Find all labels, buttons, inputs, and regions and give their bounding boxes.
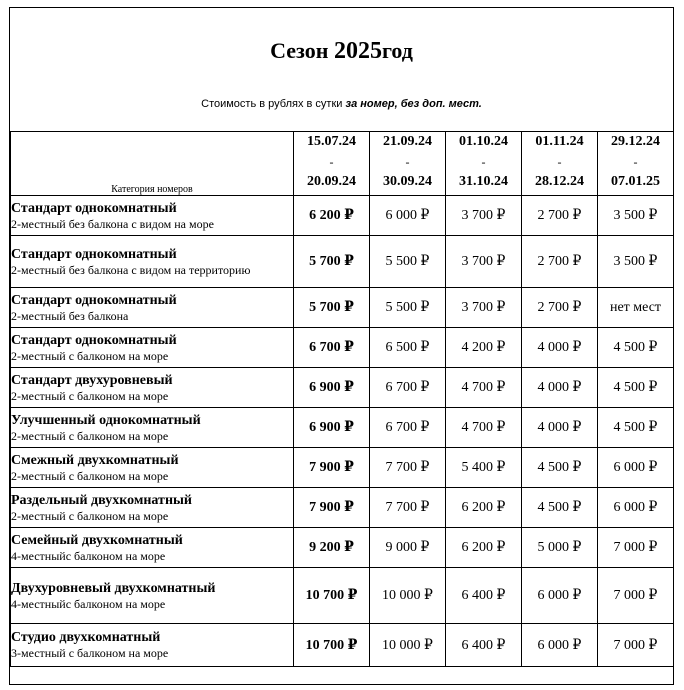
price-cell: 9 000 ₽ <box>370 528 446 568</box>
title-suffix: год <box>381 38 413 63</box>
room-name: Раздельный двухкомнатный <box>11 492 193 508</box>
price-cell: 10 700 ₽ <box>294 568 370 624</box>
room-name: Семейный двухкомнатный <box>11 532 183 548</box>
price-cell: 4 000 ₽ <box>522 408 598 448</box>
title-year: 2025 <box>333 38 382 64</box>
price-sheet <box>9 7 674 685</box>
period-from: 21.09.24 <box>383 134 432 149</box>
price-cell: 6 900 ₽ <box>294 368 370 408</box>
price-cell: 7 000 ₽ <box>598 624 674 667</box>
price-cell: 4 200 ₽ <box>446 328 522 368</box>
table-row <box>11 328 674 368</box>
room-description: 2-местный с балконом на море <box>11 508 169 523</box>
room-description: 3-местный с балконом на море <box>11 646 169 660</box>
period-to: 07.01.25 <box>611 174 660 189</box>
period-to: 31.10.24 <box>459 174 508 189</box>
room-description: 2-местный с балконом на море <box>11 348 169 363</box>
price-cell: 4 000 ₽ <box>522 368 598 408</box>
price-cell: 7 900 ₽ <box>294 488 370 528</box>
price-cell: 4 500 ₽ <box>598 328 674 368</box>
room-name: Студио двухкомнатный <box>11 630 161 645</box>
price-cell: 3 700 ₽ <box>446 288 522 328</box>
period-from: 15.07.24 <box>307 134 356 149</box>
price-cell: 10 700 ₽ <box>294 624 370 667</box>
room-category <box>11 528 294 568</box>
room-description: 2-местный без балкона <box>11 308 129 323</box>
price-cell: 5 700 ₽ <box>294 236 370 288</box>
price-cell: 4 500 ₽ <box>522 488 598 528</box>
price-cell: 4 700 ₽ <box>446 368 522 408</box>
period-from: 29.12.24 <box>611 134 660 149</box>
header-row <box>11 132 674 196</box>
room-category <box>11 288 294 328</box>
price-cell: 10 000 ₽ <box>370 624 446 667</box>
price-cell: 5 500 ₽ <box>370 288 446 328</box>
header-category-label: Категория номеров <box>11 132 294 196</box>
price-cell: 6 400 ₽ <box>446 624 522 667</box>
room-description: 2-местный без балкона с видом на море <box>11 216 214 231</box>
period-from: 01.11.24 <box>535 134 584 149</box>
price-cell: 6 200 ₽ <box>446 488 522 528</box>
period-separator: - <box>405 155 410 169</box>
price-cell: 6 500 ₽ <box>370 328 446 368</box>
period-to: 20.09.24 <box>307 174 356 189</box>
table-row <box>11 236 674 288</box>
room-description: 2-местный без балкона с видом на территорию <box>11 262 251 277</box>
price-cell: 4 500 ₽ <box>522 448 598 488</box>
room-name: Смежный двухкомнатный <box>11 452 179 468</box>
price-cell: 5 700 ₽ <box>294 288 370 328</box>
table-row <box>11 568 674 624</box>
room-category <box>11 196 294 236</box>
price-cell: 6 000 ₽ <box>522 624 598 667</box>
period-separator: - <box>633 155 638 169</box>
price-cell: 3 700 ₽ <box>446 236 522 288</box>
room-category <box>11 408 294 448</box>
price-cell: 5 400 ₽ <box>446 448 522 488</box>
room-description: 2-местный с балконом на море <box>11 388 169 403</box>
price-cell: 6 000 ₽ <box>370 196 446 236</box>
price-cell: 6 200 ₽ <box>446 528 522 568</box>
price-cell: 6 000 ₽ <box>598 488 674 528</box>
price-cell: 9 200 ₽ <box>294 528 370 568</box>
room-category <box>11 624 294 667</box>
price-cell: 4 700 ₽ <box>446 408 522 448</box>
price-cell: 5 500 ₽ <box>370 236 446 288</box>
period-to: 30.09.24 <box>383 174 432 189</box>
price-cell: 7 700 ₽ <box>370 448 446 488</box>
price-table <box>10 131 674 667</box>
price-cell: 6 400 ₽ <box>446 568 522 624</box>
price-cell: 10 000 ₽ <box>370 568 446 624</box>
period-separator: - <box>329 155 334 169</box>
room-name: Стандарт однокомнатный <box>11 246 177 262</box>
page-subtitle <box>10 98 673 110</box>
room-name: Стандарт однокомнатный <box>11 200 177 216</box>
room-category <box>11 368 294 408</box>
table-row <box>11 408 674 448</box>
period-header <box>522 132 598 196</box>
table-row <box>11 368 674 408</box>
price-cell: 6 700 ₽ <box>294 328 370 368</box>
room-name: Стандарт однокомнатный <box>11 332 177 348</box>
period-separator: - <box>557 155 562 169</box>
period-from: 01.10.24 <box>459 134 508 149</box>
room-name: Двухуровневый двухкомнатный <box>11 580 216 596</box>
price-cell: 3 500 ₽ <box>598 236 674 288</box>
price-cell: 2 700 ₽ <box>522 196 598 236</box>
subtitle-plain: Стоимость в рублях в сутки <box>201 98 346 110</box>
price-cell: 6 700 ₽ <box>370 408 446 448</box>
price-cell: 3 700 ₽ <box>446 196 522 236</box>
room-category <box>11 568 294 624</box>
price-cell: 6 000 ₽ <box>522 568 598 624</box>
price-cell: 6 700 ₽ <box>370 368 446 408</box>
room-description: 2-местный с балконом на море <box>11 428 169 443</box>
price-cell: 5 000 ₽ <box>522 528 598 568</box>
table-row <box>11 448 674 488</box>
room-description: 2-местный с балконом на море <box>11 468 169 483</box>
price-cell: 7 900 ₽ <box>294 448 370 488</box>
price-cell: 7 700 ₽ <box>370 488 446 528</box>
room-description: 4-местныйс балконом на море <box>11 548 166 563</box>
room-category <box>11 488 294 528</box>
period-separator: - <box>481 155 486 169</box>
title-prefix: Сезон <box>270 38 334 63</box>
room-category <box>11 236 294 288</box>
room-description: 4-местныйс балконом на море <box>11 596 166 611</box>
price-cell: 2 700 ₽ <box>522 236 598 288</box>
period-header <box>446 132 522 196</box>
price-cell: нет мест <box>598 288 674 328</box>
table-row <box>11 528 674 568</box>
price-cell: 6 200 ₽ <box>294 196 370 236</box>
room-name: Стандарт однокомнатный <box>11 292 177 308</box>
room-category <box>11 448 294 488</box>
price-cell: 6 900 ₽ <box>294 408 370 448</box>
page-title <box>10 38 673 65</box>
price-cell: 4 500 ₽ <box>598 368 674 408</box>
price-cell: 7 000 ₽ <box>598 568 674 624</box>
room-name: Стандарт двухуровневый <box>11 372 173 388</box>
room-category <box>11 328 294 368</box>
price-cell: 2 700 ₽ <box>522 288 598 328</box>
period-to: 28.12.24 <box>535 174 584 189</box>
room-name: Улучшенный однокомнатный <box>11 412 201 428</box>
subtitle-emphasis: за номер, без доп. мест. <box>345 98 482 110</box>
table-row <box>11 196 674 236</box>
price-cell: 4 000 ₽ <box>522 328 598 368</box>
price-cell: 4 500 ₽ <box>598 408 674 448</box>
price-cell: 7 000 ₽ <box>598 528 674 568</box>
table-row <box>11 288 674 328</box>
price-cell: 3 500 ₽ <box>598 196 674 236</box>
period-header <box>598 132 674 196</box>
table-row <box>11 488 674 528</box>
price-cell: 6 000 ₽ <box>598 448 674 488</box>
period-header <box>370 132 446 196</box>
table-row <box>11 624 674 667</box>
period-header <box>294 132 370 196</box>
